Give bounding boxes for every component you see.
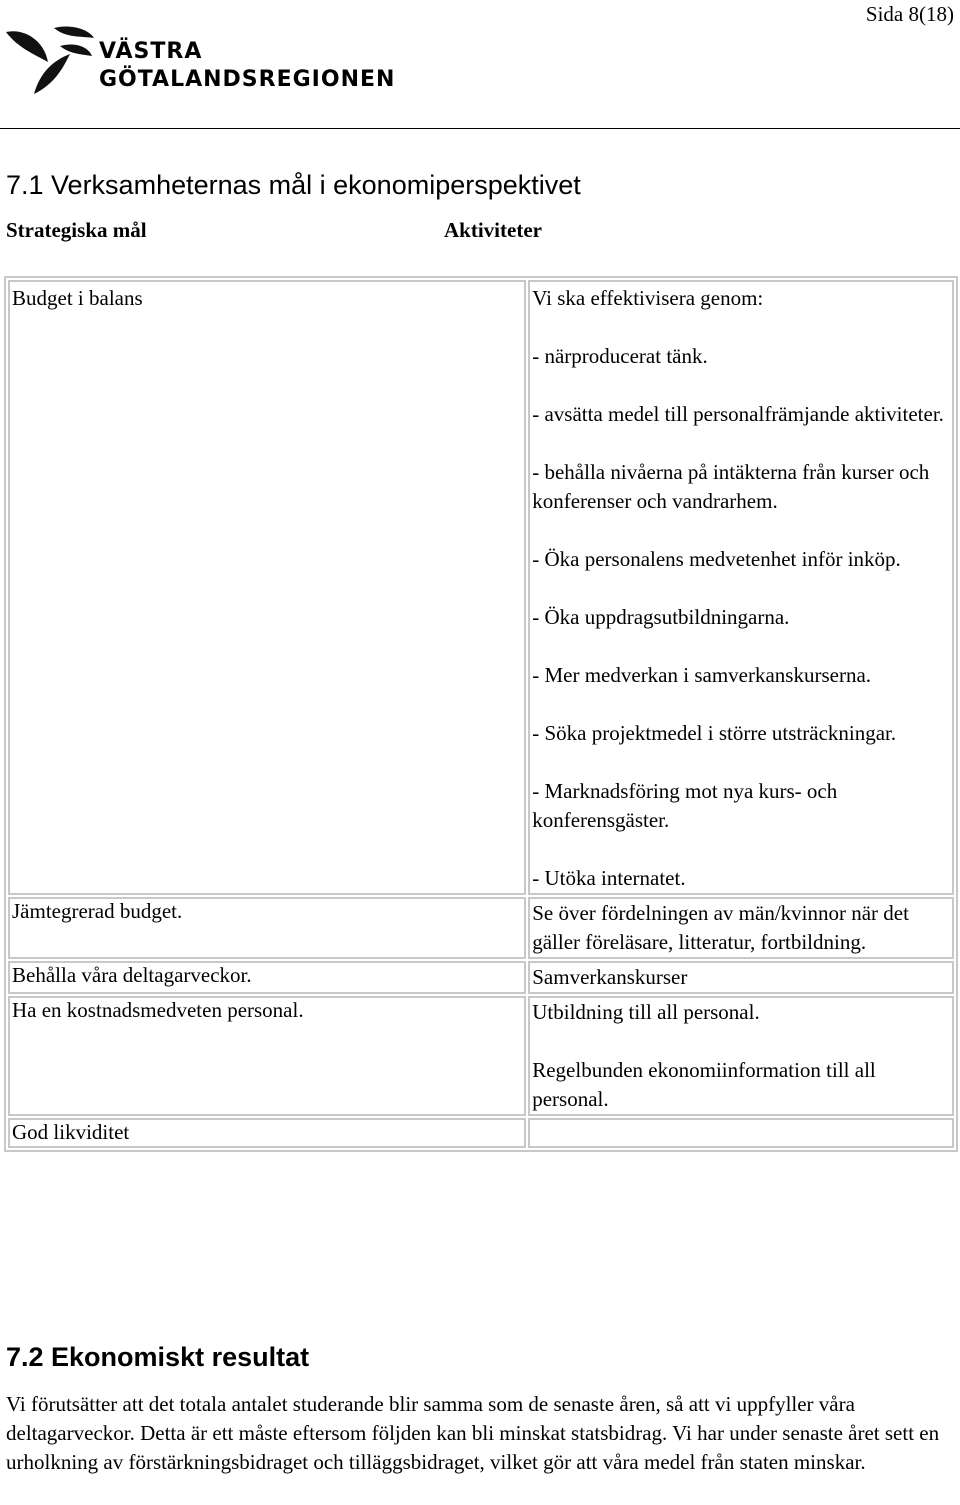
logo-line-2: GÖTALANDSREGIONEN (99, 67, 396, 92)
activity-cell (528, 1118, 954, 1148)
section-title: 7.2 Ekonomiskt resultat (6, 1342, 310, 1372)
section-title: 7.1 Verksamheternas mål i ekonomiperspektivet (6, 170, 581, 200)
activity-item: - Öka uppdragsutbildningarna. (532, 605, 790, 629)
activity-item: - Öka personalens medvetenhet inför inköp. (532, 547, 901, 571)
table-row (8, 961, 954, 994)
table-row (8, 996, 954, 1116)
logo-line-1: VÄSTRA (99, 39, 203, 64)
goal-cell: Behålla våra deltagarveckor. (8, 961, 526, 994)
goal-cell: Jämtegrerad budget. (8, 897, 526, 959)
column-header-activities: Aktiviteter (444, 218, 542, 242)
table-row (8, 897, 954, 959)
activity-item: - behålla nivåerna på intäkterna från kurser och konferenser och vandrarhem. (532, 460, 930, 513)
goal-cell: God likviditet (8, 1118, 526, 1148)
activity-item: - närproducerat tänk. (532, 344, 708, 368)
activity-item: - Mer medverkan i samverkanskurserna. (532, 663, 872, 687)
body-paragraph: Vi förutsätter att det totala antalet studerande blir samma som de senaste åren, så att vi uppfyller våra deltagarveckor. Detta är ett måste eftersom följden kan bli minskat statsbidrag. Vi har under senaste året sett en urholkning av förstärkningsbidraget och tilläggsbidraget, vilket gör att våra medel från staten minskar. (6, 1392, 940, 1474)
activity-item: Regelbunden ekonomiinformation till all personal. (532, 1058, 876, 1111)
activity-cell (528, 280, 954, 895)
activity-cell (528, 996, 954, 1116)
page-number: Sida 8(18) (865, 2, 954, 26)
activity-item: Utbildning till all personal. (532, 1000, 760, 1024)
activity-item: Vi ska effektivisera genom: (532, 286, 764, 310)
logo-emblem-icon (4, 24, 96, 106)
activity-item: - Utöka internatet. (532, 866, 686, 890)
activity-item: - Marknadsföring mot nya kurs- och konferensgäster. (532, 779, 838, 832)
table-row (8, 1118, 954, 1148)
column-header-goals: Strategiska mål (6, 218, 147, 242)
activity-item: - Söka projektmedel i större utsträckningar. (532, 721, 897, 745)
vgr-logo (4, 24, 394, 106)
goals-table (4, 276, 958, 1152)
header-divider (0, 128, 960, 129)
table-row (8, 280, 954, 895)
activity-cell: Se över fördelningen av män/kvinnor när det gäller föreläsare, litteratur, fortbildning. (528, 897, 954, 959)
goal-cell: Budget i balans (8, 280, 526, 895)
activity-item: - avsätta medel till personalfrämjande aktiviteter. (532, 402, 944, 426)
goal-cell: Ha en kostnadsmedveten personal. (8, 996, 526, 1116)
activity-cell: Samverkanskurser (528, 961, 954, 994)
